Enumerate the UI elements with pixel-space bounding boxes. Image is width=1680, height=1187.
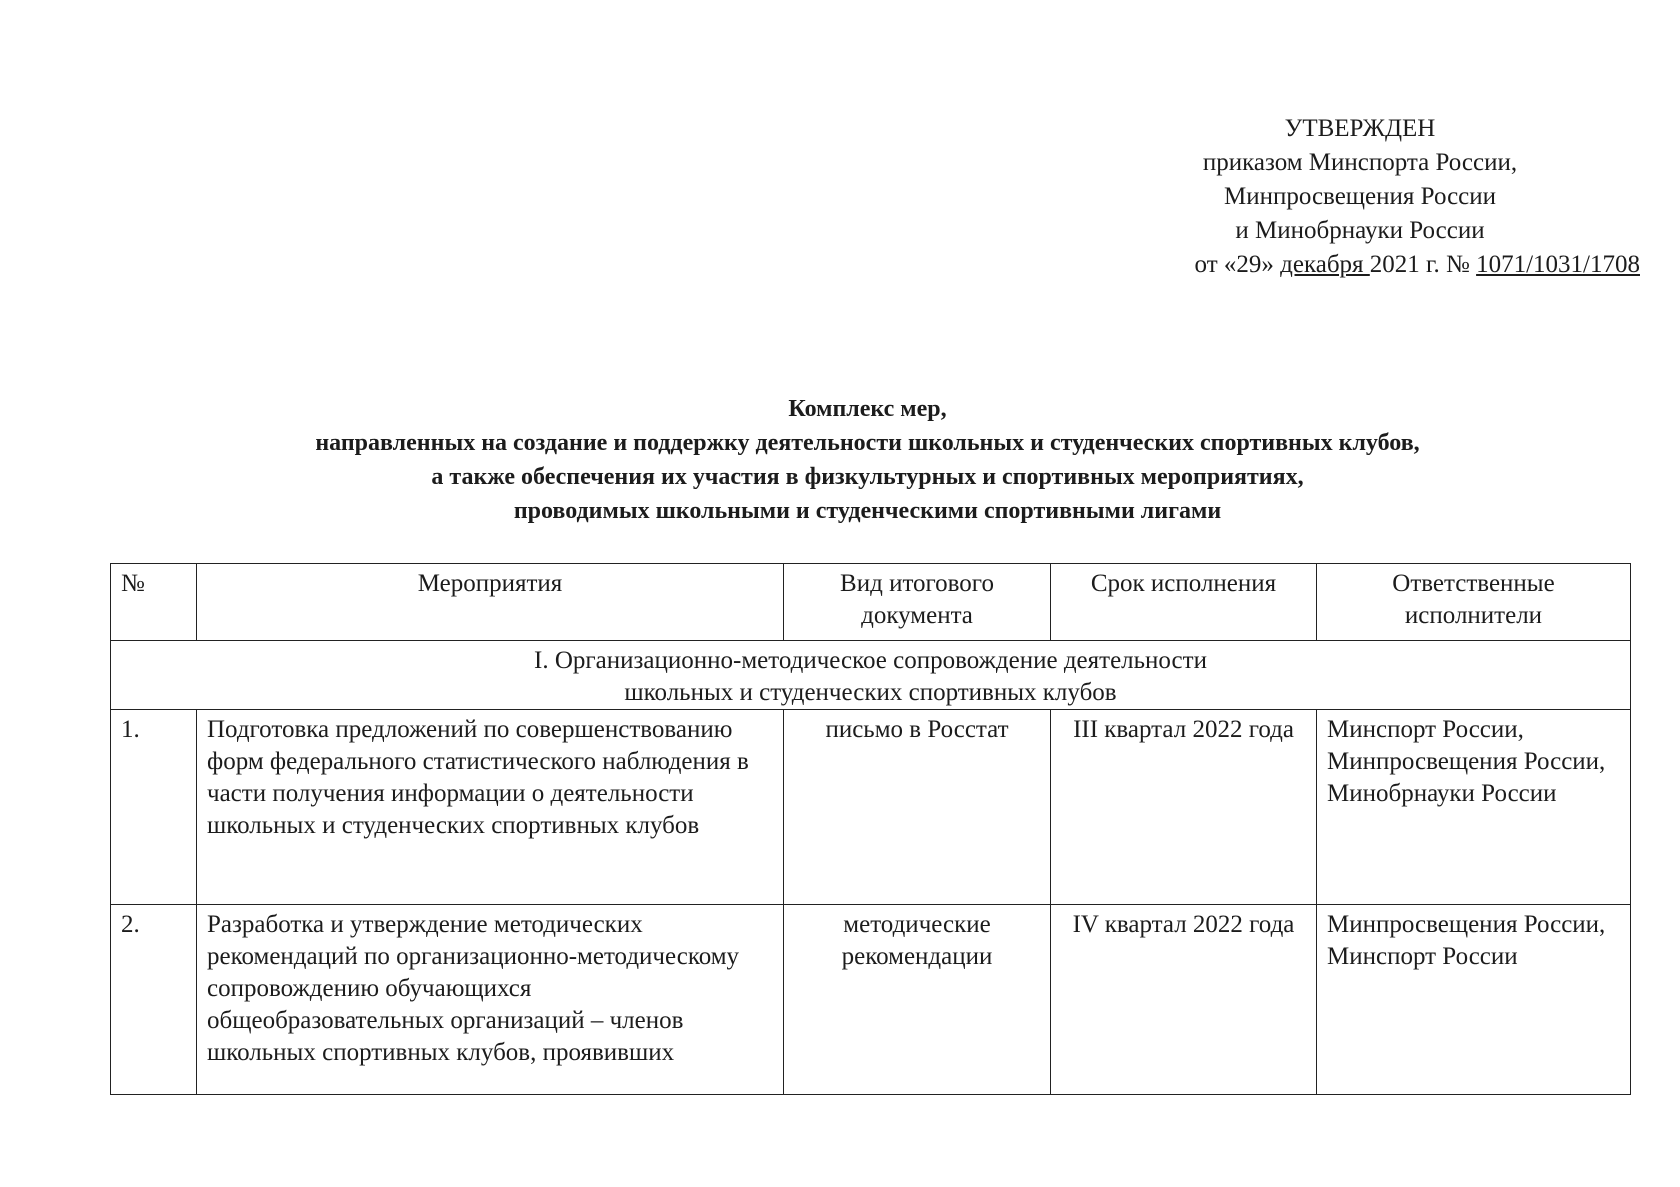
row-doc-type: письмо в Росстат	[784, 710, 1051, 905]
header-doc-type: Вид итогового документа	[784, 564, 1051, 641]
order-year: 2021 г. №	[1369, 251, 1477, 278]
table-row	[111, 710, 1631, 905]
row-responsible: Минспорт России, Минпросвещения России, Минобрнауки России	[1317, 710, 1631, 905]
approval-stamp	[1080, 112, 1640, 282]
row-deadline: III квартал 2022 года	[1051, 710, 1317, 905]
header-event: Мероприятия	[197, 564, 784, 641]
header-responsible: Ответственные исполнители	[1317, 564, 1631, 641]
row-doc-type: методические рекомендации	[784, 905, 1051, 1095]
document-title	[110, 392, 1625, 528]
order-month: декабря	[1280, 251, 1370, 278]
order-prefix: от «29»	[1194, 251, 1281, 278]
row-event-cell	[197, 905, 784, 1095]
row-deadline: IV квартал 2022 года	[1051, 905, 1317, 1095]
section-title	[111, 641, 1631, 710]
order-number: 1071/1031/1708	[1476, 251, 1640, 278]
approval-line-3: и Минобрнауки России	[1235, 217, 1485, 244]
header-num: №	[111, 564, 197, 641]
row-num: 1.	[111, 710, 197, 905]
table-row	[111, 905, 1631, 1095]
title-line-1: Комплекс мер,	[788, 396, 947, 422]
section-line-2: школьных и студенческих спортивных клубов	[624, 679, 1117, 706]
row-num: 2.	[111, 905, 197, 1095]
table-header-row	[111, 564, 1631, 641]
header-deadline: Срок исполнения	[1051, 564, 1317, 641]
measures-table	[110, 563, 1631, 1095]
approval-line-2: Минпросвещения России	[1223, 183, 1497, 210]
title-line-2: направленных на создание и поддержку деятельности школьных и студенческих спортивных клубов,	[315, 430, 1420, 456]
section-row	[111, 641, 1631, 710]
row-event: Разработка и утверждение методических рекомендаций по организационно-методическому сопровождению обучающихся общеобразовательных организаций – членов школьных спортивных клубов, проявивших	[207, 911, 740, 1066]
approval-order-line	[1080, 248, 1640, 282]
title-line-3: а также обеспечения их участия в физкультурных и спортивных мероприятиях,	[431, 464, 1304, 490]
title-line-4: проводимых школьными и студенческими спортивными лигами	[513, 498, 1222, 524]
approval-line-1: приказом Минспорта России,	[1202, 149, 1518, 176]
section-line-1: I. Организационно-методическое сопровождение деятельности	[534, 647, 1207, 674]
row-event: Подготовка предложений по совершенствованию форм федерального статистического наблюдения в части получения информации о деятельности школьных и студенческих спортивных клубов	[197, 710, 784, 905]
row-responsible: Минпросвещения России, Минспорт России	[1317, 905, 1631, 1095]
approval-heading: УТВЕРЖДЕН	[1284, 115, 1436, 142]
